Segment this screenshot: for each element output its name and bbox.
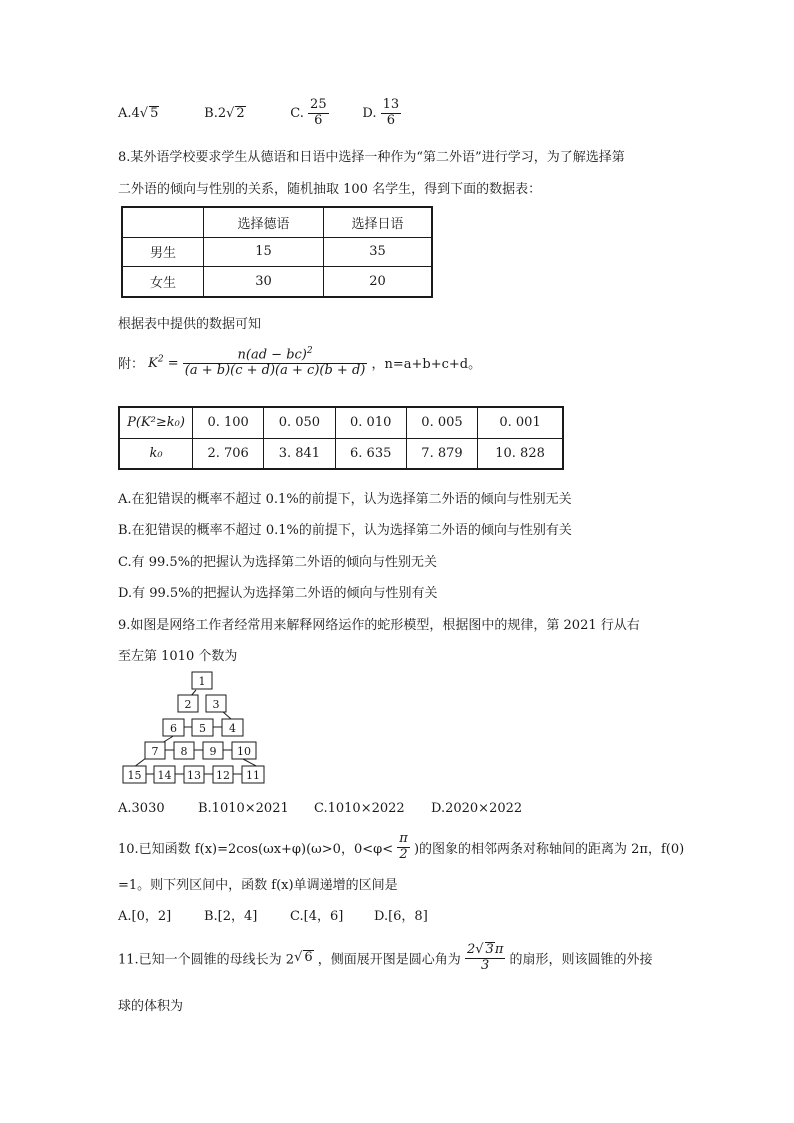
table-cell: 0. 005 <box>406 407 477 438</box>
pi-over-2-fraction: $\frac{\pi}{2}$ <box>399 831 408 862</box>
q10-options <box>118 905 428 924</box>
node-label: 15 <box>127 769 142 782</box>
table-row <box>122 237 432 267</box>
table-cell: 35 <box>324 237 433 267</box>
node-label: 6 <box>170 722 177 735</box>
snake-model-diagram <box>100 666 300 790</box>
node-label: 13 <box>187 769 201 782</box>
table-cell: 7. 879 <box>406 438 477 469</box>
table-cell: 男生 <box>122 237 204 267</box>
q8-note: 根据表中提供的数据可知 <box>118 317 262 332</box>
node-label: 2 <box>184 698 192 711</box>
table-cell <box>122 207 204 237</box>
q7-options <box>118 98 401 129</box>
table-cell: 0. 001 <box>478 407 563 438</box>
node-label: 10 <box>237 745 251 758</box>
q11-stem-line2: 球的体积为 <box>118 999 184 1014</box>
table-cell: P(K²≥k₀) <box>119 407 193 438</box>
node-label: 8 <box>180 745 188 758</box>
q10-option-c: C.[4，6] <box>290 909 344 924</box>
q10-option-b: B.[2，4] <box>204 909 258 924</box>
diagram-boxes <box>123 672 264 783</box>
table-cell: 15 <box>204 237 324 267</box>
q8-stem-line2: 二外语的倾向与性别的关系，随机抽取 100 名学生，得到下面的数据表： <box>118 182 542 197</box>
table-cell: 10. 828 <box>478 438 563 469</box>
node-label: 14 <box>157 769 172 782</box>
q8-k-table <box>118 406 564 470</box>
q8-option-a: A.在犯错误的概率不超过 0.1%的前提下，认为选择第二外语的倾向与性别无关 <box>118 492 572 507</box>
q8-option-d: D.有 99.5%的把握认为选择第二外语的倾向与性别有关 <box>118 586 438 601</box>
q7-option-a: A.4√ 5 <box>118 105 159 121</box>
node-label: 5 <box>199 722 206 735</box>
q10-stem-line2: =1。则下列区间中，函数 f(x)单调递增的区间是 <box>118 878 398 893</box>
central-angle-fraction: $\frac{2√ 3\pi}{3}$ <box>466 942 504 973</box>
node-label: 11 <box>246 769 260 782</box>
table-cell: 6. 635 <box>335 438 406 469</box>
q9-option-d: D.2020×2022 <box>431 801 523 816</box>
table-row <box>119 407 563 438</box>
node-label: 1 <box>198 675 206 688</box>
table-cell: 0. 010 <box>335 407 406 438</box>
q8-option-b: B.在犯错误的概率不超过 0.1%的前提下，认为选择第二外语的倾向与性别有关 <box>118 523 572 538</box>
q7-option-d: D. $\frac{13}{6}$ <box>362 97 400 128</box>
table-row <box>122 267 432 297</box>
table-cell: 女生 <box>122 267 204 297</box>
q8-option-c: C.有 99.5%的把握认为选择第二外语的倾向与性别无关 <box>118 555 438 570</box>
table-cell: 20 <box>324 267 433 297</box>
q9-option-a: A.3030 <box>118 801 165 816</box>
q8-stem-line1: 8.某外语学校要求学生从德语和日语中选择一种作为“第二外语”进行学习，为了解选择第 <box>118 150 625 165</box>
table-cell: 选择德语 <box>204 207 324 237</box>
table-cell: 选择日语 <box>324 207 433 237</box>
q9-option-b: B.1010×2021 <box>198 801 289 816</box>
q9-stem-line2: 至左第 1010 个数为 <box>118 649 238 664</box>
q8-data-table <box>121 206 433 298</box>
table-cell: 2. 706 <box>193 438 264 469</box>
q11-stem-line1: 11.已知一个圆锥的母线长为 2√ 6 ，侧面展开图是圆心角为 $\frac{2√ 3\pi}{3}$ 的扇形，则该圆锥的外接 <box>118 942 653 973</box>
node-label: 12 <box>216 769 230 782</box>
q10-option-a: A.[0，2] <box>118 909 172 924</box>
q9-option-c: C.1010×2022 <box>314 801 405 816</box>
node-label: 7 <box>151 745 159 758</box>
table-cell: 30 <box>204 267 324 297</box>
q10-stem-line1: 10.已知函数 f(x)=2cos(ωx+φ)(ω>0，0<φ< $\frac{\pi}{2}$ )的图象的相邻两条对称轴间的距离为 2π，f(0) <box>118 831 685 862</box>
table-row <box>119 438 563 469</box>
q7-option-c: C. $\frac{25}{6}$ <box>290 97 327 128</box>
table-cell: k₀ <box>119 438 193 469</box>
q9-stem-line1: 9.如图是网络工作者经常用来解释网络运作的蛇形模型，根据图中的规律，第 2021 行从右 <box>118 618 640 633</box>
q10-option-d: D.[6，8] <box>374 909 428 924</box>
table-header-row <box>122 207 432 237</box>
k2-fraction: $\frac{n(ad - bc)^2}{(a + b)(c + d)(a + c)(b + d)}$ <box>184 346 366 379</box>
table-cell: 0. 050 <box>264 407 335 438</box>
node-label: 9 <box>209 745 217 758</box>
node-label: 3 <box>212 698 220 711</box>
q9-options <box>118 801 522 816</box>
q7-option-b: B.2√ 2 <box>204 105 245 121</box>
node-label: 4 <box>229 722 236 735</box>
table-cell: 3. 841 <box>264 438 335 469</box>
q8-formula: 附： $K^2$ = $\frac{n(ad - bc)^2}{(a + b)(c + d)(a + c)(b + d)}$ ，n=a+b+c+d。 <box>118 346 482 379</box>
table-cell: 0. 100 <box>193 407 264 438</box>
